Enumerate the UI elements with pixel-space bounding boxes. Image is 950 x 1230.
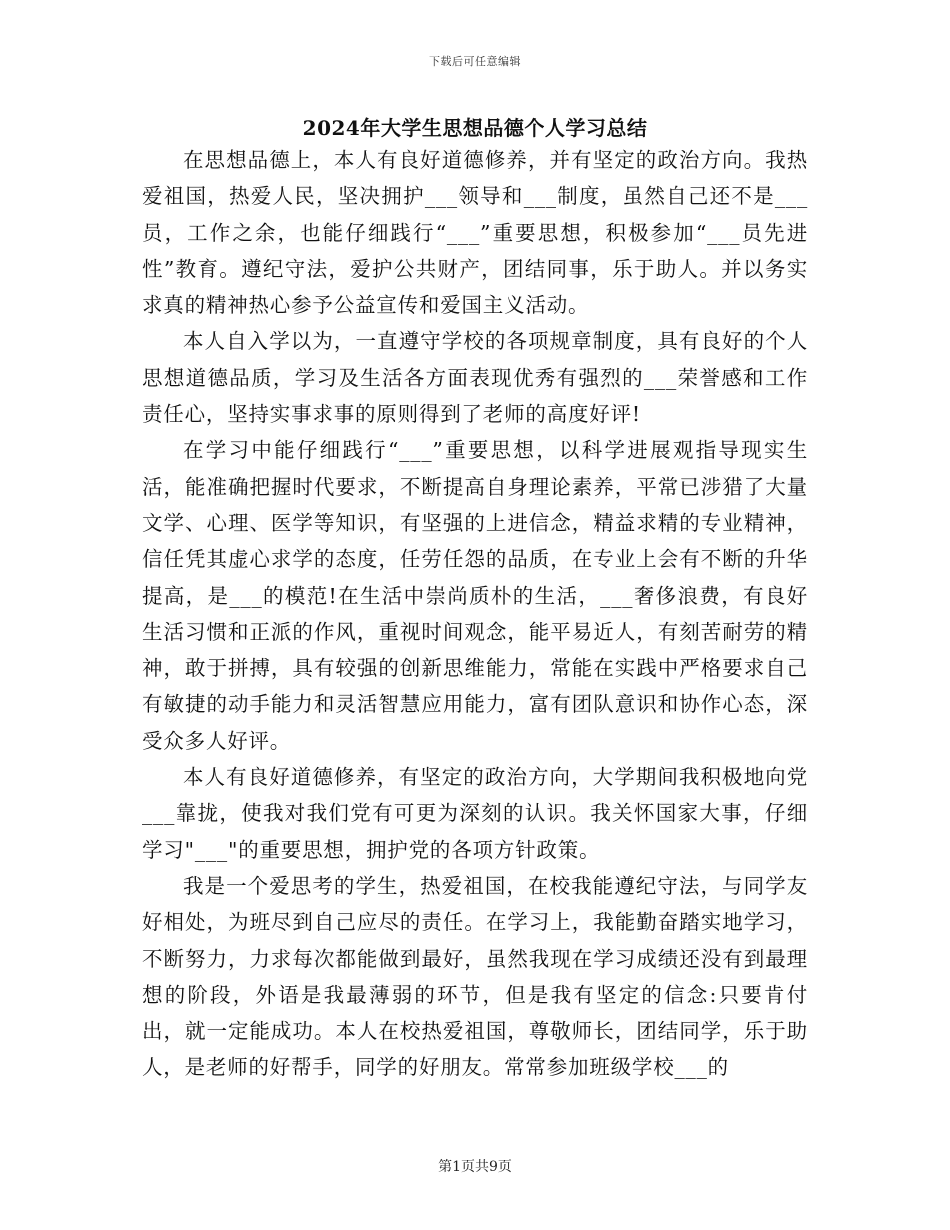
paragraph-5: 我是一个爱思考的学生，热爱祖国，在校我能遵纪守法，与同学友好相处，为班尽到自己应尽的责任。在学习上，我能勤奋踏实地学习，不断努力，力求每次都能做到最好，虽然我现在学习成绩还没有到最理想的阶段，外语是我最薄弱的环节，但是我有坚定的信念:只要肯付出，就一定能成功。本人在校热爱祖国，尊敬师长，团结同学，乐于助人，是老师的好帮手，同学的好朋友。常常参加班级学校___的	[142, 873, 808, 1080]
paragraph-1: 在思想品德上，本人有良好道德修养，并有坚定的政治方向。我热爱祖国，热爱人民，坚决拥护___领导和___制度，虽然自己还不是___员，工作之余，也能仔细践行“___”重要思想，积极参加“___员先进性”教育。遵纪守法，爱护公共财产，团结同事，乐于助人。并以务实求真的精神热心参予公益宣传和爱国主义活动。	[142, 148, 808, 318]
paragraph-4: 本人有良好道德修养，有坚定的政治方向，大学期间我积极地向党___靠拢，使我对我们党有可更为深刻的认识。我关怀国家大事，仔细学习"___"的重要思想，拥护党的各项方针政策。	[142, 765, 808, 862]
paragraph-3: 在学习中能仔细践行“___”重要思想，以科学进展观指导现实生活，能准确把握时代要求，不断提高自身理论素养，平常已涉猎了大量文学、心理、医学等知识，有坚强的上进信念，精益求精的专业精神，信任凭其虚心求学的态度，任劳任怨的品质，在专业上会有不断的升华提高，是___的模范!在生活中崇尚质朴的生活，___奢侈浪费，有良好生活习惯和正派的作风，重视时间观念，能平易近人，有刻苦耐劳的精神，敢于拼搏，具有较强的创新思维能力，常能在实践中严格要求自己有敏捷的动手能力和灵活智慧应用能力，富有团队意识和协作心态，深受众多人好评。	[142, 438, 808, 753]
document-body	[142, 142, 808, 1086]
document-title: 2024年大学生思想品德个人学习总结	[302, 116, 648, 140]
paragraph-2: 本人自入学以为，一直遵守学校的各项规章制度，具有良好的个人思想道德品质，学习及生活各方面表现优秀有强烈的___荣誉感和工作责任心，坚持实事求事的原则得到了老师的高度好评!	[142, 329, 808, 427]
header-note: 下载后可任意编辑	[429, 55, 521, 68]
page-number: 第1页共9页	[438, 1159, 512, 1175]
